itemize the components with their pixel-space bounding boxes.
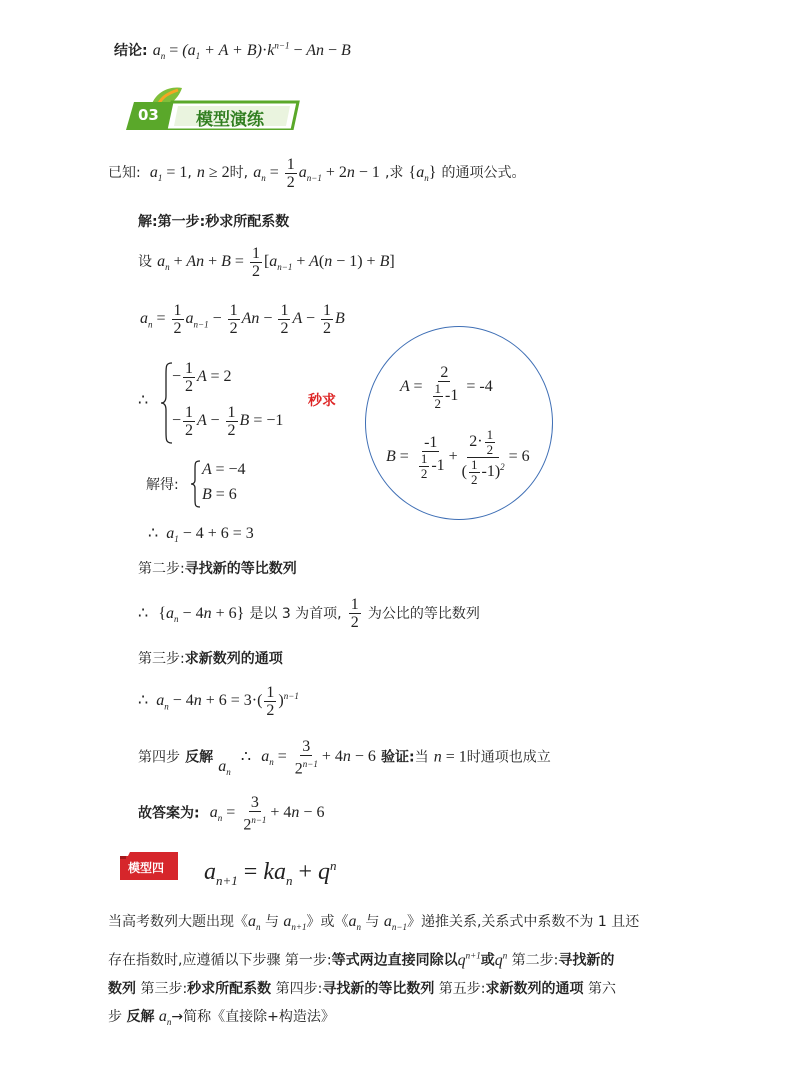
new-term-line: ∴ $a_n - 4n + 6 = 3\cdot$( $\frac{1}{2}$ )$^{n-1}$: [138, 684, 299, 719]
answer-formula: $a_n$ = $\frac{3}{2^{n-1}}$ + 4n − 6: [209, 794, 325, 834]
let-prefix: 设: [138, 254, 152, 271]
step1-title: 解:第一步:秒求所配系数: [138, 214, 290, 230]
step4-var: $a_n$: [218, 758, 231, 778]
para-line3: 数列 第三步:秒求所配系数 第四步:寻找新的等比数列 第五步:求新数列的通项 第六: [108, 980, 616, 997]
banner-number: 03: [138, 106, 159, 124]
step2-title: 寻找新的等比数列: [184, 561, 297, 577]
therefore-symbol: ∴: [138, 390, 149, 409]
method-paragraph: [108, 908, 698, 1036]
geo-desc-b: 为公比的等比数列: [367, 606, 480, 622]
step4-equation: $a_n$ = $\frac{3}{2^{n-1}}$ + 4n − 6: [261, 738, 376, 778]
step3-label: 第三步:: [138, 651, 185, 667]
step4-line: 第四步 反解 $a_n$ ∴ $a_n$ = $\frac{3}{2^{n-1}}$ + 4n − 6 验证:当 n = 1时通项也成立: [138, 738, 551, 778]
conclusion-formula: $a_n = (a_1 + A + B)\cdot k^{n-1} - An - B$: [152, 40, 351, 62]
expand-equation: $a_n$ = $\frac{1}{2}$ $a_{n-1}$ − $\frac{1}{2}$ An − $\frac{1}{2}$ A − $\frac{1}{2}$ B: [140, 302, 345, 337]
circle-a-equation: A = 2 $\frac{1}{2}$ -1 = -4: [400, 364, 493, 411]
geo-seq: $\{a_n - 4n + 6\}$: [158, 605, 245, 625]
problem-recurrence: $a_n$ = $\frac{1}{2}$ $a_{n-1} + 2n - 1$: [253, 156, 380, 191]
solved-b: B = 6: [202, 486, 237, 503]
answer-line: [138, 794, 324, 833]
solved-a: A = −4: [202, 461, 246, 478]
model4-formula: $a_{n+1} = ka_n + q^n$: [204, 858, 337, 888]
verify-cond: n = 1: [433, 748, 467, 766]
para-line4: 步 反解 $a_n\to$简称《直接除+构造法》: [108, 1007, 335, 1027]
step3-title: 求新数列的通项: [184, 651, 283, 667]
conclusion: [114, 40, 351, 61]
step3-heading: [138, 648, 283, 668]
solved-brace: [190, 460, 202, 508]
para-line1: 当高考数列大题出现《$a_n$ 与 $a_{n+1}$》或《$a_n$ 与 $a_{n-1}$》递推关系,关系式中系数不为 1 且还: [108, 913, 640, 933]
problem-statement: 已知: $a_1 = 1$, n ≥ 2时, $a_n$ = $\frac{1}{2}$ $a_{n-1} + 2n - 1$ ,求 $\{a_n\}$ 的通项公式。: [108, 156, 526, 191]
problem-suffix: 的通项公式。: [441, 165, 526, 182]
conclusion-label: 结论:: [114, 43, 148, 59]
geo-desc-a: 是以 3 为首项,: [249, 606, 342, 622]
problem-cond2: n ≥ 2: [196, 164, 230, 182]
check-line: ∴ $a_1 - 4 + 6 = 3$: [148, 525, 254, 545]
step4-title: 反解: [185, 749, 214, 766]
let-equation: 设 $a_n + An + B$ = $\frac{1}{2}$ $[a_{n-1} + A(n - 1) + B]$: [138, 245, 395, 280]
verify-text-a: 当: [414, 749, 429, 766]
geo-ratio: $\frac{1}{2}$: [350, 596, 359, 631]
para-line2: 存在指数时,应遵循以下步骤 第一步:等式两边直接同除以$q^{n+1}$或$q^n$ 第二步:寻找新的: [108, 950, 615, 969]
problem-cond1: $a_1 = 1$: [145, 164, 188, 184]
section-banner: [120, 84, 300, 130]
step2-label: 第二步:: [138, 561, 185, 577]
problem-seq: $\{a_n\}$: [408, 164, 437, 184]
circle-b-equation: B = -1 $\frac{1}{2}$ -1 + 2· $\frac{1}{2}$ ( $\frac{1}{2}$ -1)$^2$ = 6: [386, 427, 530, 487]
badge-text: 模型四: [128, 861, 165, 875]
quick-label: 秒求: [308, 393, 336, 409]
step2-heading: [138, 558, 297, 578]
problem-ask: ,求: [384, 165, 404, 182]
solved-label: 解得:: [146, 477, 179, 493]
step4-label: 第四步: [138, 749, 180, 766]
problem-prefix: 已知:: [108, 165, 141, 182]
system-eq2: − $\frac{1}{2}$ A − $\frac{1}{2}$ B = −1: [172, 404, 284, 439]
model4-badge: [120, 852, 180, 880]
banner-title: 模型演练: [196, 110, 264, 130]
answer-label: 故答案为:: [138, 805, 200, 822]
quick-calc-circle: [365, 326, 553, 520]
verify-label: 验证:: [380, 749, 415, 766]
verify-text-b: 时通项也成立: [466, 749, 551, 766]
geo-seq-line: ∴ $\{a_n - 4n + 6\}$ 是以 3 为首项, $\frac{1}{2}$ 为公比的等比数列: [138, 596, 480, 631]
system-eq1: − $\frac{1}{2}$ A = 2: [172, 360, 232, 395]
